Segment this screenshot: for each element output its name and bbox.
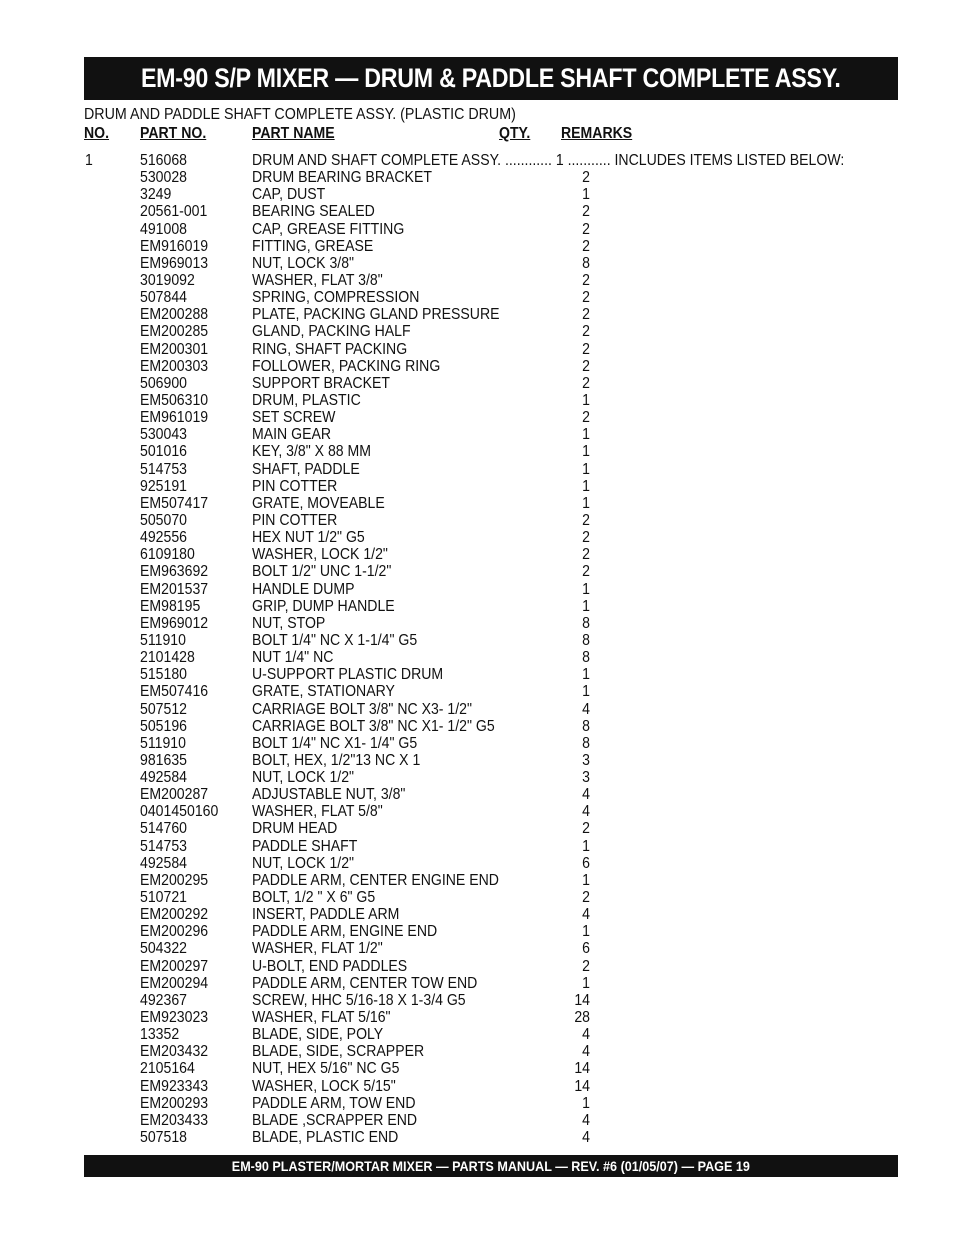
page-title-bar	[84, 57, 898, 100]
parts-row-assembly	[0, 152, 954, 169]
parts-row	[0, 392, 954, 409]
parts-row	[0, 735, 954, 752]
parts-row	[0, 940, 954, 957]
part-name: BOLT, 1/2 " X 6" G5	[252, 889, 376, 907]
part-number: 3249	[140, 186, 172, 204]
parts-row	[0, 975, 954, 992]
quantity: 4	[582, 1111, 590, 1129]
parts-row	[0, 923, 954, 940]
part-number: EM200296	[140, 923, 209, 941]
column-header-remarks: REMARKS	[561, 125, 633, 142]
part-name: NUT, LOCK 1/2"	[252, 854, 355, 872]
quantity: 1	[582, 974, 590, 992]
part-name: PADDLE ARM, ENGINE END	[252, 923, 438, 941]
part-name: DRUM, PLASTIC	[252, 391, 361, 409]
part-number: 492556	[140, 529, 187, 547]
part-number: 514753	[140, 837, 187, 855]
part-name: BLADE, PLASTIC END	[252, 1129, 399, 1147]
part-number: EM200287	[140, 786, 209, 804]
part-number: 491008	[140, 220, 187, 238]
quantity: 8	[582, 649, 590, 667]
quantity: 1	[582, 871, 590, 889]
part-name: SUPPORT BRACKET	[252, 374, 390, 392]
parts-row	[0, 169, 954, 186]
quantity: 2	[582, 511, 590, 529]
parts-row	[0, 872, 954, 889]
quantity: 2	[582, 563, 590, 581]
part-number: 501016	[140, 443, 187, 461]
part-number: EM200292	[140, 906, 209, 924]
part-name: U-SUPPORT PLASTIC DRUM	[252, 666, 444, 684]
part-number: 3019092	[140, 271, 195, 289]
part-number: EM923023	[140, 1009, 209, 1027]
part-number: 492584	[140, 769, 187, 787]
parts-list	[0, 152, 954, 1146]
parts-row	[0, 855, 954, 872]
parts-row	[0, 409, 954, 426]
part-number: 2101428	[140, 649, 195, 667]
parts-row	[0, 478, 954, 495]
part-name: NUT, STOP	[252, 614, 326, 632]
quantity: 14	[574, 991, 590, 1009]
part-number: EM969012	[140, 614, 209, 632]
quantity: 1	[582, 186, 590, 204]
part-number: 515180	[140, 666, 187, 684]
part-number: EM506310	[140, 391, 209, 409]
parts-row	[0, 272, 954, 289]
part-name: PADDLE ARM, TOW END	[252, 1094, 416, 1112]
part-number: 13352	[140, 1026, 180, 1044]
part-number: 516068	[140, 152, 187, 169]
quantity: 8	[582, 734, 590, 752]
quantity: 1	[582, 580, 590, 598]
part-number: 507512	[140, 700, 187, 718]
column-header-no: NO.	[84, 125, 110, 142]
part-number: 507518	[140, 1129, 187, 1147]
part-name: NUT, LOCK 3/8"	[252, 254, 355, 272]
column-header-part-name: PART NAME	[252, 125, 335, 142]
quantity: 2	[582, 306, 590, 324]
parts-row	[0, 289, 954, 306]
part-number: EM200294	[140, 974, 209, 992]
parts-row	[0, 1112, 954, 1129]
parts-row	[0, 306, 954, 323]
quantity: 1	[582, 460, 590, 478]
part-number: EM969013	[140, 254, 209, 272]
part-number: EM201537	[140, 580, 209, 598]
part-name: SET SCREW	[252, 409, 336, 427]
quantity: 2	[582, 289, 590, 307]
parts-row	[0, 341, 954, 358]
part-number: 0401450160	[140, 803, 219, 821]
part-name: RING, SHAFT PACKING	[252, 340, 408, 358]
part-name: CAP, DUST	[252, 186, 326, 204]
quantity: 2	[582, 271, 590, 289]
parts-row	[0, 1078, 954, 1095]
part-number: 505196	[140, 717, 187, 735]
part-name: WASHER, LOCK 5/15"	[252, 1077, 396, 1095]
page-footer	[84, 1155, 898, 1177]
quantity: 4	[582, 700, 590, 718]
part-name: PADDLE SHAFT	[252, 837, 358, 855]
section-subtitle: DRUM AND PADDLE SHAFT COMPLETE ASSY. (PLASTIC DRUM)	[84, 106, 516, 123]
part-name: SCREW, HHC 5/16-18 X 1-3/4 G5	[252, 991, 466, 1009]
part-name: BOLT, HEX, 1/2"13 NC X 1	[252, 751, 421, 769]
quantity: 2	[582, 357, 590, 375]
part-number: 506900	[140, 374, 187, 392]
part-number: 504322	[140, 940, 187, 958]
part-name: WASHER, FLAT 1/2"	[252, 940, 383, 958]
part-number: 514760	[140, 820, 187, 838]
parts-row	[0, 255, 954, 272]
parts-row	[0, 461, 954, 478]
part-number: EM961019	[140, 409, 209, 427]
part-number: 507844	[140, 289, 187, 307]
parts-row	[0, 1026, 954, 1043]
part-name: MAIN GEAR	[252, 426, 332, 444]
page-title: EM-90 S/P MIXER — DRUM & PADDLE SHAFT COMPLETE ASSY.	[141, 63, 841, 93]
parts-row	[0, 632, 954, 649]
parts-row	[0, 803, 954, 820]
quantity: 2	[582, 220, 590, 238]
quantity: 2	[582, 203, 590, 221]
part-name: BOLT 1/2" UNC 1-1/2"	[252, 563, 392, 581]
parts-row	[0, 375, 954, 392]
part-number: 492367	[140, 991, 187, 1009]
part-number: EM200293	[140, 1094, 209, 1112]
part-name: NUT, HEX 5/16" NC G5	[252, 1060, 400, 1078]
part-name: SPRING, COMPRESSION	[252, 289, 420, 307]
parts-row	[0, 426, 954, 443]
quantity: 2	[582, 820, 590, 838]
part-name: BLADE, SIDE, POLY	[252, 1026, 384, 1044]
part-name: GRATE, STATIONARY	[252, 683, 395, 701]
quantity: 2	[582, 169, 590, 187]
part-number: EM200301	[140, 340, 209, 358]
part-number: 20561-001	[140, 203, 208, 221]
part-name: DRUM AND SHAFT COMPLETE ASSY. ............ 1 ........... INCLUDES ITEMS LISTED BELOW:	[252, 152, 845, 169]
part-name: DRUM HEAD	[252, 820, 338, 838]
part-number: EM963692	[140, 563, 209, 581]
part-number: EM200288	[140, 306, 209, 324]
part-name: BLADE ,SCRAPPER END	[252, 1111, 418, 1129]
quantity: 14	[574, 1060, 590, 1078]
quantity: 4	[582, 1026, 590, 1044]
part-name: WASHER, FLAT 5/8"	[252, 803, 383, 821]
parts-row	[0, 718, 954, 735]
part-number: 6109180	[140, 546, 195, 564]
parts-row	[0, 546, 954, 563]
quantity: 4	[582, 906, 590, 924]
quantity: 2	[582, 374, 590, 392]
part-number: EM200303	[140, 357, 209, 375]
part-name: BOLT 1/4" NC X1- 1/4" G5	[252, 734, 418, 752]
parts-row	[0, 820, 954, 837]
part-number: EM203433	[140, 1111, 209, 1129]
quantity: 8	[582, 254, 590, 272]
quantity: 2	[582, 409, 590, 427]
parts-row	[0, 838, 954, 855]
quantity: 6	[582, 854, 590, 872]
part-name: SHAFT, PADDLE	[252, 460, 360, 478]
part-name: KEY, 3/8" X 88 MM	[252, 443, 372, 461]
quantity: 2	[582, 340, 590, 358]
part-name: PADDLE ARM, CENTER TOW END	[252, 974, 478, 992]
part-number: EM200295	[140, 871, 209, 889]
quantity: 1	[582, 443, 590, 461]
quantity: 1	[582, 666, 590, 684]
part-name: PIN COTTER	[252, 477, 338, 495]
parts-row	[0, 1095, 954, 1112]
part-name: WASHER, FLAT 3/8"	[252, 271, 383, 289]
parts-row	[0, 495, 954, 512]
part-number: 530043	[140, 426, 187, 444]
parts-row	[0, 221, 954, 238]
part-name: GRATE, MOVEABLE	[252, 494, 385, 512]
quantity: 6	[582, 940, 590, 958]
part-name: FITTING, GREASE	[252, 237, 374, 255]
part-name: GLAND, PACKING HALF	[252, 323, 411, 341]
parts-row	[0, 683, 954, 700]
part-name: GRIP, DUMP HANDLE	[252, 597, 395, 615]
item-number: 1	[85, 152, 93, 169]
part-number: 511910	[140, 734, 186, 752]
quantity: 8	[582, 631, 590, 649]
part-number: 530028	[140, 169, 187, 187]
quantity: 28	[574, 1009, 590, 1027]
part-name: FOLLOWER, PACKING RING	[252, 357, 441, 375]
parts-row	[0, 1009, 954, 1026]
column-header-qty: QTY.	[499, 125, 531, 142]
quantity: 1	[582, 597, 590, 615]
parts-row	[0, 529, 954, 546]
parts-row	[0, 598, 954, 615]
parts-row	[0, 581, 954, 598]
quantity: 1	[582, 837, 590, 855]
quantity: 1	[582, 391, 590, 409]
quantity: 2	[582, 957, 590, 975]
quantity: 3	[582, 751, 590, 769]
parts-row	[0, 512, 954, 529]
part-name: CARRIAGE BOLT 3/8" NC X1- 1/2" G5	[252, 717, 495, 735]
part-number: EM98195	[140, 597, 201, 615]
parts-row	[0, 701, 954, 718]
part-number: EM923343	[140, 1077, 209, 1095]
part-number: EM916019	[140, 237, 209, 255]
parts-row	[0, 323, 954, 340]
parts-row	[0, 649, 954, 666]
part-name: WASHER, FLAT 5/16"	[252, 1009, 391, 1027]
parts-row	[0, 1043, 954, 1060]
quantity: 2	[582, 546, 590, 564]
column-header-part-no: PART NO.	[140, 125, 207, 142]
parts-row	[0, 563, 954, 580]
quantity: 1	[582, 1094, 590, 1112]
quantity: 1	[582, 426, 590, 444]
part-name: CARRIAGE BOLT 3/8" NC X3- 1/2"	[252, 700, 472, 718]
part-number: 505070	[140, 511, 187, 529]
part-name: BOLT 1/4" NC X 1-1/4" G5	[252, 631, 418, 649]
part-number: 511910	[140, 631, 186, 649]
parts-row	[0, 203, 954, 220]
parts-row	[0, 786, 954, 803]
part-number: 925191	[140, 477, 187, 495]
quantity: 2	[582, 323, 590, 341]
part-name: INSERT, PADDLE ARM	[252, 906, 400, 924]
part-number: 510721	[140, 889, 187, 907]
part-name: U-BOLT, END PADDLES	[252, 957, 408, 975]
quantity: 2	[582, 237, 590, 255]
part-number: EM507417	[140, 494, 209, 512]
quantity: 1	[582, 683, 590, 701]
part-number: 514753	[140, 460, 187, 478]
parts-row	[0, 752, 954, 769]
quantity: 4	[582, 1043, 590, 1061]
part-name: PADDLE ARM, CENTER ENGINE END	[252, 871, 499, 889]
parts-row	[0, 615, 954, 632]
quantity: 2	[582, 529, 590, 547]
part-name: DRUM BEARING BRACKET	[252, 169, 432, 187]
part-name: NUT 1/4" NC	[252, 649, 334, 667]
quantity: 1	[582, 923, 590, 941]
parts-row	[0, 889, 954, 906]
parts-row	[0, 958, 954, 975]
part-name: BEARING SEALED	[252, 203, 375, 221]
quantity: 4	[582, 1129, 590, 1147]
part-name: WASHER, LOCK 1/2"	[252, 546, 388, 564]
quantity: 14	[574, 1077, 590, 1095]
quantity: 4	[582, 786, 590, 804]
quantity: 1	[582, 494, 590, 512]
part-number: 981635	[140, 751, 187, 769]
parts-row	[0, 1129, 954, 1146]
part-number: 2105164	[140, 1060, 195, 1078]
parts-row	[0, 666, 954, 683]
quantity: 8	[582, 717, 590, 735]
parts-row	[0, 186, 954, 203]
part-name: HEX NUT 1/2" G5	[252, 529, 365, 547]
part-number: EM200285	[140, 323, 209, 341]
part-number: EM507416	[140, 683, 209, 701]
part-number: 492584	[140, 854, 187, 872]
parts-row	[0, 1060, 954, 1077]
footer-text: EM-90 PLASTER/MORTAR MIXER — PARTS MANUAL — REV. #6 (01/05/07) — PAGE 19	[231, 1158, 751, 1174]
quantity: 3	[582, 769, 590, 787]
parts-row	[0, 358, 954, 375]
part-name: BLADE, SIDE, SCRAPPER	[252, 1043, 425, 1061]
parts-row	[0, 443, 954, 460]
parts-row	[0, 906, 954, 923]
part-name: ADJUSTABLE NUT, 3/8"	[252, 786, 406, 804]
quantity: 8	[582, 614, 590, 632]
part-number: EM203432	[140, 1043, 209, 1061]
part-name: NUT, LOCK 1/2"	[252, 769, 355, 787]
quantity: 2	[582, 889, 590, 907]
part-number: EM200297	[140, 957, 209, 975]
parts-row	[0, 992, 954, 1009]
part-name: CAP, GREASE FITTING	[252, 220, 405, 238]
part-name: HANDLE DUMP	[252, 580, 355, 598]
quantity: 1	[582, 477, 590, 495]
parts-row	[0, 769, 954, 786]
quantity: 4	[582, 803, 590, 821]
parts-row	[0, 238, 954, 255]
part-name: PIN COTTER	[252, 511, 338, 529]
part-name: PLATE, PACKING GLAND PRESSURE	[252, 306, 500, 324]
